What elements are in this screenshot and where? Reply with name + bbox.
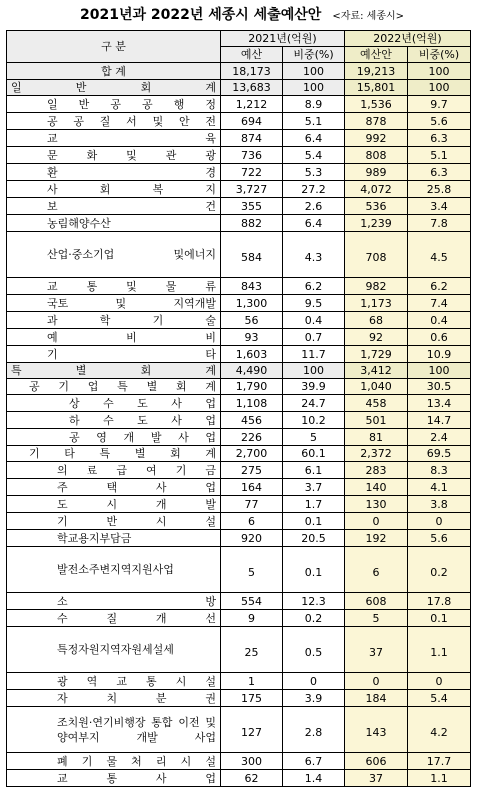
ratio-2021-cell: 9.5	[283, 295, 345, 312]
table-row	[7, 593, 471, 610]
table-row	[7, 673, 471, 690]
ratio-2022-cell: 0.1	[408, 610, 471, 627]
table-row	[7, 278, 471, 295]
row-label: 환 경	[7, 164, 221, 181]
ratio-2021-cell: 3.7	[283, 479, 345, 496]
ratio-2022-cell: 7.8	[408, 215, 471, 232]
ratio-2022-cell: 13.4	[408, 395, 471, 412]
table-row	[7, 80, 471, 96]
ratio-2021-cell: 1.4	[283, 770, 345, 787]
ratio-2022-cell: 4.5	[408, 232, 471, 278]
ratio-2022-cell: 100	[408, 363, 471, 379]
proposal-2022-cell: 608	[345, 593, 408, 610]
proposal-2022-cell: 143	[345, 707, 408, 753]
proposal-2022-cell: 3,412	[345, 363, 408, 379]
ratio-2021-cell: 11.7	[283, 346, 345, 363]
ratio-2022-cell: 0.4	[408, 312, 471, 329]
ratio-2021-cell: 2.8	[283, 707, 345, 753]
ratio-2022-cell: 4.1	[408, 479, 471, 496]
budget-2021-cell: 694	[221, 113, 283, 130]
ratio-2021-cell: 8.9	[283, 96, 345, 113]
budget-2021-cell: 127	[221, 707, 283, 753]
row-label: 수 질 개 선	[7, 610, 221, 627]
ratio-2021-cell: 6.4	[283, 215, 345, 232]
ratio-2021-cell: 39.9	[283, 379, 345, 395]
row-label: 산업·중소기업 및에너지	[7, 232, 221, 278]
table-row	[7, 395, 471, 412]
budget-2021-cell: 882	[221, 215, 283, 232]
ratio-2021-cell: 5.4	[283, 147, 345, 164]
header-proposal: 예산안	[345, 47, 408, 63]
row-label: 하 수 도 사 업	[7, 412, 221, 429]
ratio-2021-cell: 27.2	[283, 181, 345, 198]
proposal-2022-cell: 192	[345, 530, 408, 547]
proposal-2022-cell: 15,801	[345, 80, 408, 96]
ratio-2022-cell: 5.6	[408, 113, 471, 130]
table-row	[7, 690, 471, 707]
proposal-2022-cell: 130	[345, 496, 408, 513]
row-label: 자 치 분 권	[7, 690, 221, 707]
row-label: 공 영 개 발 사 업	[7, 429, 221, 446]
ratio-2022-cell: 100	[408, 80, 471, 96]
ratio-2021-cell: 5.3	[283, 164, 345, 181]
budget-2021-cell: 4,490	[221, 363, 283, 379]
budget-2021-cell: 2,700	[221, 446, 283, 462]
ratio-2022-cell: 0.2	[408, 547, 471, 593]
budget-2021-cell: 93	[221, 329, 283, 346]
ratio-2022-cell: 0	[408, 673, 471, 690]
budget-2021-cell: 62	[221, 770, 283, 787]
ratio-2022-cell: 10.9	[408, 346, 471, 363]
proposal-2022-cell: 708	[345, 232, 408, 278]
row-label: 특 별 회 계	[7, 363, 221, 379]
row-label: 특정자원지역자원세설세	[7, 627, 221, 673]
proposal-2022-cell: 1,536	[345, 96, 408, 113]
table-row	[7, 610, 471, 627]
ratio-2022-cell: 100	[408, 63, 471, 80]
budget-2021-cell: 920	[221, 530, 283, 547]
row-label: 도 시 개 발	[7, 496, 221, 513]
budget-2021-cell: 355	[221, 198, 283, 215]
budget-2021-cell: 843	[221, 278, 283, 295]
budget-2021-cell: 13,683	[221, 80, 283, 96]
table-row	[7, 329, 471, 346]
proposal-2022-cell: 982	[345, 278, 408, 295]
proposal-2022-cell: 992	[345, 130, 408, 147]
row-label: 교 통 사 업	[7, 770, 221, 787]
ratio-2022-cell: 6.3	[408, 164, 471, 181]
row-label: 사 회 복 지	[7, 181, 221, 198]
header-ratio-2021: 비중(%)	[283, 47, 345, 63]
proposal-2022-cell: 2,372	[345, 446, 408, 462]
table-row	[7, 462, 471, 479]
ratio-2021-cell: 0.5	[283, 627, 345, 673]
ratio-2021-cell: 1.7	[283, 496, 345, 513]
proposal-2022-cell: 37	[345, 627, 408, 673]
title-bar	[0, 0, 484, 30]
table-row	[7, 547, 471, 593]
ratio-2022-cell: 9.7	[408, 96, 471, 113]
source-note: <자료: 세종시>	[332, 11, 405, 22]
budget-2021-cell: 456	[221, 412, 283, 429]
ratio-2021-cell: 3.9	[283, 690, 345, 707]
budget-2021-cell: 9	[221, 610, 283, 627]
table-row	[7, 496, 471, 513]
row-label: 과 학 기 술	[7, 312, 221, 329]
row-label: 공 공 질 서 및 안 전	[7, 113, 221, 130]
row-label: 기 타	[7, 346, 221, 363]
table-row	[7, 379, 471, 395]
ratio-2022-cell: 30.5	[408, 379, 471, 395]
table-row	[7, 181, 471, 198]
table-row	[7, 707, 471, 753]
proposal-2022-cell: 184	[345, 690, 408, 707]
row-label: 공 기 업 특 별 회 계	[7, 379, 221, 395]
ratio-2022-cell: 1.1	[408, 770, 471, 787]
table-row	[7, 770, 471, 787]
proposal-2022-cell: 19,213	[345, 63, 408, 80]
table-row	[7, 232, 471, 278]
budget-2021-cell: 3,727	[221, 181, 283, 198]
row-label: 일 반 공 공 행 정	[7, 96, 221, 113]
ratio-2022-cell: 2.4	[408, 429, 471, 446]
ratio-2022-cell: 0.6	[408, 329, 471, 346]
ratio-2022-cell: 14.7	[408, 412, 471, 429]
budget-2021-cell: 5	[221, 547, 283, 593]
proposal-2022-cell: 140	[345, 479, 408, 496]
row-label: 발전소주변지역지원사업	[7, 547, 221, 593]
header-category: 구 분	[7, 31, 221, 63]
budget-2021-cell: 226	[221, 429, 283, 446]
table-row	[7, 215, 471, 232]
ratio-2022-cell: 6.3	[408, 130, 471, 147]
table-row	[7, 513, 471, 530]
table-row	[7, 627, 471, 673]
budget-2021-cell: 6	[221, 513, 283, 530]
proposal-2022-cell: 458	[345, 395, 408, 412]
ratio-2022-cell: 17.8	[408, 593, 471, 610]
proposal-2022-cell: 5	[345, 610, 408, 627]
table-row	[7, 446, 471, 462]
budget-2021-cell: 77	[221, 496, 283, 513]
ratio-2022-cell: 7.4	[408, 295, 471, 312]
header-ratio-2022: 비중(%)	[408, 47, 471, 63]
table-row	[7, 198, 471, 215]
row-label: 일 반 회 계	[7, 80, 221, 96]
proposal-2022-cell: 68	[345, 312, 408, 329]
ratio-2021-cell: 4.3	[283, 232, 345, 278]
budget-2021-cell: 175	[221, 690, 283, 707]
table-row	[7, 312, 471, 329]
ratio-2021-cell: 10.2	[283, 412, 345, 429]
proposal-2022-cell: 1,239	[345, 215, 408, 232]
ratio-2022-cell: 1.1	[408, 627, 471, 673]
proposal-2022-cell: 606	[345, 753, 408, 770]
budget-2021-cell: 18,173	[221, 63, 283, 80]
ratio-2022-cell: 17.7	[408, 753, 471, 770]
table-row	[7, 363, 471, 379]
budget-2021-cell: 1,603	[221, 346, 283, 363]
proposal-2022-cell: 92	[345, 329, 408, 346]
table-row	[7, 96, 471, 113]
table-row	[7, 530, 471, 547]
ratio-2021-cell: 100	[283, 63, 345, 80]
ratio-2022-cell: 3.4	[408, 198, 471, 215]
row-label: 합 계	[7, 63, 221, 80]
proposal-2022-cell: 0	[345, 673, 408, 690]
ratio-2022-cell: 3.8	[408, 496, 471, 513]
proposal-2022-cell: 536	[345, 198, 408, 215]
ratio-2021-cell: 5.1	[283, 113, 345, 130]
table-row	[7, 429, 471, 446]
row-label: 기 타 특 별 회 계	[7, 446, 221, 462]
proposal-2022-cell: 878	[345, 113, 408, 130]
proposal-2022-cell: 0	[345, 513, 408, 530]
budget-table	[6, 30, 471, 787]
proposal-2022-cell: 6	[345, 547, 408, 593]
header-year-2022: 2022년(억원)	[345, 31, 471, 47]
budget-2021-cell: 874	[221, 130, 283, 147]
row-label: 주 택 사 업	[7, 479, 221, 496]
ratio-2022-cell: 0	[408, 513, 471, 530]
ratio-2021-cell: 6.7	[283, 753, 345, 770]
ratio-2022-cell: 5.6	[408, 530, 471, 547]
ratio-2021-cell: 6.1	[283, 462, 345, 479]
proposal-2022-cell: 4,072	[345, 181, 408, 198]
ratio-2021-cell: 100	[283, 363, 345, 379]
table-row	[7, 130, 471, 147]
ratio-2021-cell: 12.3	[283, 593, 345, 610]
row-label: 문 화 및 관 광	[7, 147, 221, 164]
row-label: 교 육	[7, 130, 221, 147]
row-label: 국토 및 지역개발	[7, 295, 221, 312]
ratio-2021-cell: 5	[283, 429, 345, 446]
ratio-2022-cell: 4.2	[408, 707, 471, 753]
row-label: 보 건	[7, 198, 221, 215]
budget-2021-cell: 722	[221, 164, 283, 181]
header-row-1	[7, 31, 471, 47]
budget-2021-cell: 584	[221, 232, 283, 278]
budget-2021-cell: 736	[221, 147, 283, 164]
budget-2021-cell: 1,300	[221, 295, 283, 312]
proposal-2022-cell: 1,040	[345, 379, 408, 395]
header-year-2021: 2021년(억원)	[221, 31, 345, 47]
header-budget: 예산	[221, 47, 283, 63]
table-row	[7, 346, 471, 363]
ratio-2021-cell: 0.7	[283, 329, 345, 346]
proposal-2022-cell: 989	[345, 164, 408, 181]
budget-2021-cell: 164	[221, 479, 283, 496]
table-row	[7, 295, 471, 312]
ratio-2022-cell: 8.3	[408, 462, 471, 479]
ratio-2021-cell: 60.1	[283, 446, 345, 462]
row-label: 광 역 교 통 시 설	[7, 673, 221, 690]
ratio-2021-cell: 0.1	[283, 513, 345, 530]
row-label: 기 반 시 설	[7, 513, 221, 530]
proposal-2022-cell: 501	[345, 412, 408, 429]
table-row	[7, 412, 471, 429]
budget-2021-cell: 300	[221, 753, 283, 770]
proposal-2022-cell: 283	[345, 462, 408, 479]
row-label: 소 방	[7, 593, 221, 610]
proposal-2022-cell: 37	[345, 770, 408, 787]
budget-2021-cell: 1	[221, 673, 283, 690]
budget-2021-cell: 554	[221, 593, 283, 610]
row-label: 의 료 급 여 기 금	[7, 462, 221, 479]
table-row	[7, 164, 471, 181]
table-row	[7, 63, 471, 80]
budget-2021-cell: 275	[221, 462, 283, 479]
row-label: 폐 기 물 처 리 시 설	[7, 753, 221, 770]
ratio-2021-cell: 0.4	[283, 312, 345, 329]
budget-2021-cell: 56	[221, 312, 283, 329]
row-label: 상 수 도 사 업	[7, 395, 221, 412]
budget-2021-cell: 1,108	[221, 395, 283, 412]
ratio-2021-cell: 0	[283, 673, 345, 690]
ratio-2021-cell: 100	[283, 80, 345, 96]
ratio-2022-cell: 5.4	[408, 690, 471, 707]
ratio-2021-cell: 2.6	[283, 198, 345, 215]
ratio-2022-cell: 69.5	[408, 446, 471, 462]
ratio-2021-cell: 0.2	[283, 610, 345, 627]
table-row	[7, 113, 471, 130]
ratio-2022-cell: 6.2	[408, 278, 471, 295]
table-row	[7, 753, 471, 770]
ratio-2021-cell: 24.7	[283, 395, 345, 412]
row-label: 학교용지부담금	[7, 530, 221, 547]
table-row	[7, 147, 471, 164]
table-row	[7, 479, 471, 496]
proposal-2022-cell: 1,173	[345, 295, 408, 312]
row-label: 농림해양수산	[7, 215, 221, 232]
page-title: 2021년과 2022년 세종시 세출예산안	[79, 7, 322, 23]
proposal-2022-cell: 81	[345, 429, 408, 446]
proposal-2022-cell: 808	[345, 147, 408, 164]
row-label: 예 비 비	[7, 329, 221, 346]
proposal-2022-cell: 1,729	[345, 346, 408, 363]
row-label: 교 통 및 물 류	[7, 278, 221, 295]
row-label: 조치원·연기비행장 통합 이전 및 양여부지 개발 사업	[7, 707, 221, 753]
ratio-2022-cell: 5.1	[408, 147, 471, 164]
ratio-2021-cell: 0.1	[283, 547, 345, 593]
ratio-2021-cell: 6.2	[283, 278, 345, 295]
budget-2021-cell: 1,212	[221, 96, 283, 113]
budget-2021-cell: 25	[221, 627, 283, 673]
ratio-2021-cell: 20.5	[283, 530, 345, 547]
ratio-2021-cell: 6.4	[283, 130, 345, 147]
ratio-2022-cell: 25.8	[408, 181, 471, 198]
budget-2021-cell: 1,790	[221, 379, 283, 395]
